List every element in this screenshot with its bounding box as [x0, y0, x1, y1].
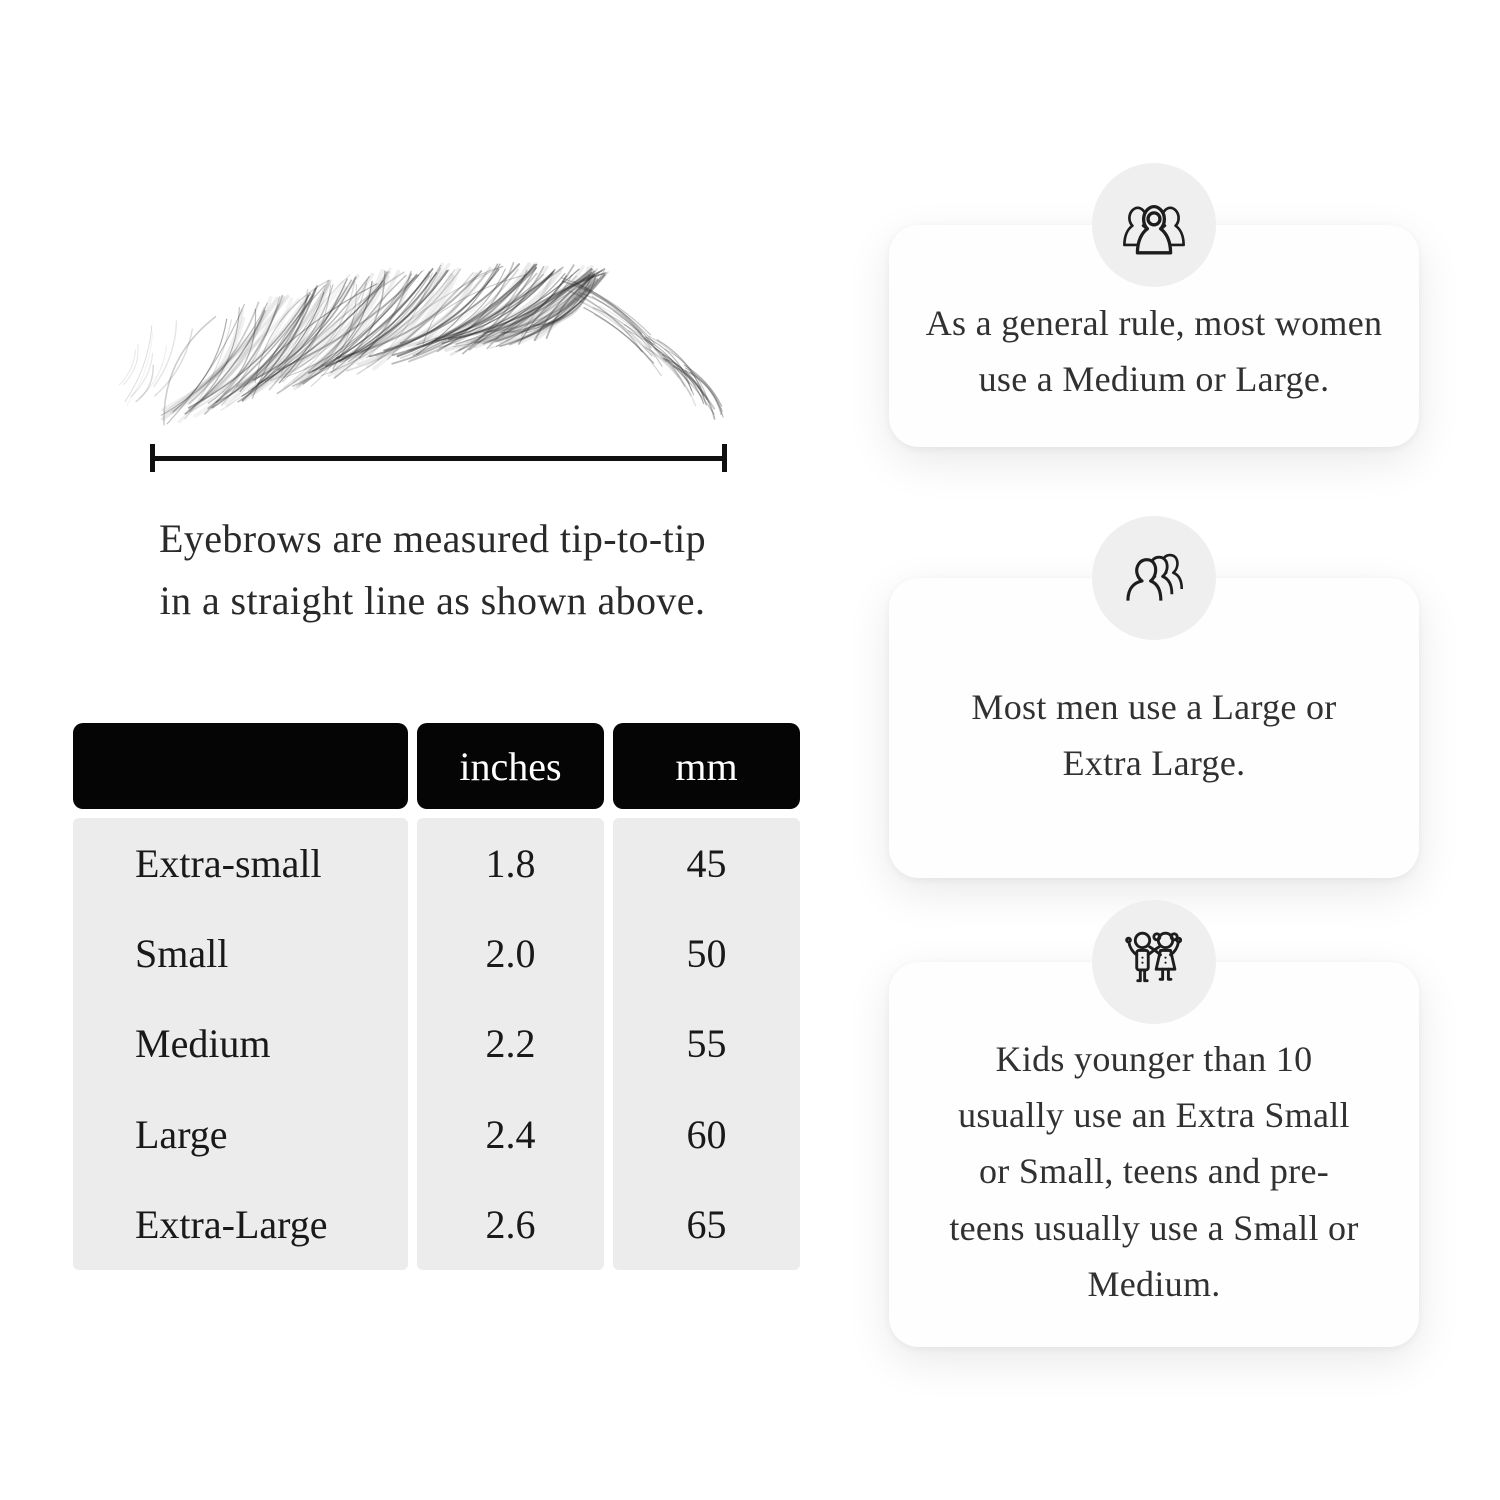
info-card-women-text: As a general rule, most women use a Medium or Large. — [925, 302, 1383, 399]
size-label-column — [73, 818, 408, 1270]
mm-column-header: mm — [613, 723, 800, 809]
mm-value: 45 — [686, 840, 727, 886]
kids-icon — [1092, 900, 1216, 1024]
inches-value: 1.8 — [485, 840, 536, 886]
size-label: Medium — [135, 1021, 271, 1067]
mm-column — [613, 818, 800, 1270]
inches-column-header: inches — [417, 723, 604, 809]
inches-value: 2.4 — [485, 1111, 536, 1157]
measurement-line — [150, 444, 727, 472]
mm-value: 65 — [686, 1202, 727, 1248]
inches-value: 2.6 — [485, 1202, 536, 1248]
inches-value: 2.2 — [485, 1021, 536, 1067]
mm-value: 50 — [686, 931, 727, 977]
eyebrow-sketch-svg — [110, 232, 755, 460]
size-label: Extra-Large — [135, 1202, 328, 1248]
info-card-kids — [889, 962, 1419, 1347]
size-label: Extra-small — [135, 840, 322, 886]
inches-column — [417, 818, 604, 1270]
measurement-caption — [125, 508, 740, 632]
measure-end-cap-right — [722, 444, 727, 472]
measure-bar — [150, 456, 727, 461]
size-table — [73, 723, 800, 1270]
caption-line-2: in a straight line as shown above. — [159, 578, 706, 623]
mm-value: 60 — [686, 1111, 727, 1157]
size-table-header — [73, 723, 800, 809]
eyebrow-illustration — [110, 232, 755, 460]
size-table-body — [73, 818, 800, 1270]
men-group-icon — [1092, 516, 1216, 640]
women-group-icon — [1092, 163, 1216, 287]
caption-line-1: Eyebrows are measured tip-to-tip — [158, 516, 707, 561]
mm-value: 55 — [686, 1021, 727, 1067]
inches-value: 2.0 — [485, 931, 536, 977]
size-label: Large — [135, 1111, 228, 1157]
info-card-kids-text: Kids younger than 10 usually use an Extra Small or Small, teens and pre-teens usually use a Small or Medium. — [949, 1039, 1359, 1304]
size-column-header-blank — [73, 723, 408, 809]
size-label: Small — [135, 931, 229, 977]
info-card-women — [889, 225, 1419, 447]
info-card-men-text: Most men use a Large or Extra Large. — [971, 686, 1337, 783]
info-card-men — [889, 578, 1419, 878]
